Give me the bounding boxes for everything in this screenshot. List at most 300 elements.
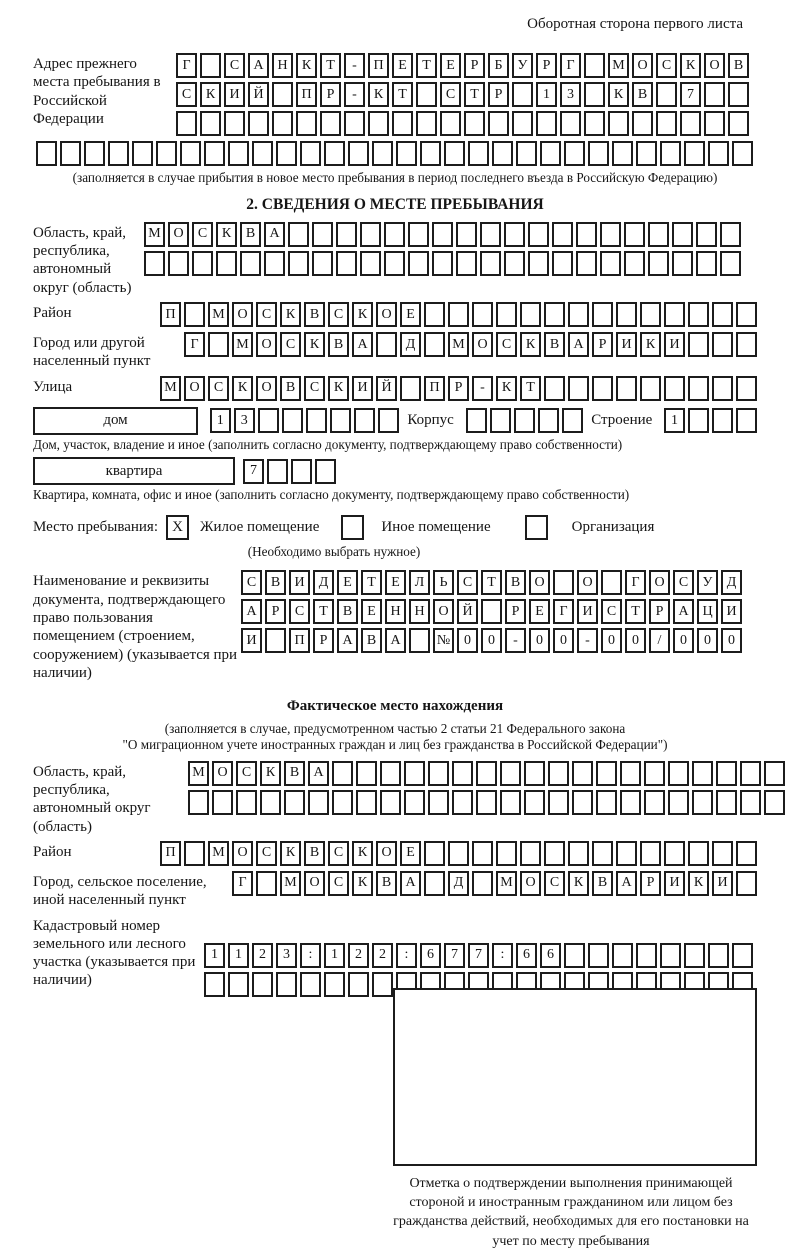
char-cell	[664, 376, 685, 401]
char-cell: К	[568, 871, 589, 896]
char-row	[157, 841, 757, 866]
char-cell	[764, 761, 785, 786]
char-cell	[428, 761, 449, 786]
char-cell: К	[368, 82, 389, 107]
char-cell	[548, 790, 569, 815]
char-cell	[315, 459, 336, 484]
char-cell	[184, 302, 205, 327]
char-cell	[36, 141, 57, 166]
char-cell	[560, 111, 581, 136]
char-cell	[680, 111, 701, 136]
char-cell: О	[256, 332, 277, 357]
char-cell	[396, 141, 417, 166]
char-cell	[216, 251, 237, 276]
char-cell	[504, 251, 525, 276]
char-cell	[384, 222, 405, 247]
char-cell: К	[520, 332, 541, 357]
option-inoe-label: Иное помещение	[381, 519, 491, 536]
char-cell	[620, 761, 641, 786]
char-cell: И	[664, 871, 685, 896]
char-cell	[528, 251, 549, 276]
char-cell	[240, 251, 261, 276]
checkbox-inoe	[341, 515, 364, 540]
char-cell	[624, 222, 645, 247]
char-cell: Р	[592, 332, 613, 357]
char-cell	[538, 408, 559, 433]
char-cell	[592, 376, 613, 401]
char-cell: 7	[444, 943, 465, 968]
char-cell: И	[577, 599, 598, 624]
char-cell	[200, 53, 221, 78]
char-cell	[528, 222, 549, 247]
char-cell: Д	[313, 570, 334, 595]
char-cell	[736, 841, 757, 866]
char-cell: В	[240, 222, 261, 247]
char-cell	[584, 111, 605, 136]
char-cell: О	[632, 53, 653, 78]
char-cell	[404, 790, 425, 815]
char-cell: А	[352, 332, 373, 357]
char-cell	[180, 141, 201, 166]
char-cell: Н	[385, 599, 406, 624]
char-cell	[648, 251, 669, 276]
char-cell: 0	[673, 628, 694, 653]
char-cell	[330, 408, 351, 433]
char-row	[173, 82, 757, 107]
char-cell	[440, 111, 461, 136]
char-cell: О	[649, 570, 670, 595]
char-cell	[588, 141, 609, 166]
char-cell: 7	[680, 82, 701, 107]
char-cell	[448, 302, 469, 327]
kvartira-row	[33, 457, 757, 485]
char-cell	[284, 790, 305, 815]
char-cell: П	[424, 376, 445, 401]
char-cell	[332, 790, 353, 815]
char-cell	[688, 332, 709, 357]
fact-note-line1: (заполняется в случае, предусмотренном частью 2 статьи 21 Федерального закона	[164, 721, 626, 737]
fact-raion-label: Район	[33, 843, 72, 860]
char-cell	[672, 251, 693, 276]
char-cell	[648, 222, 669, 247]
char-cell	[524, 790, 545, 815]
char-cell: П	[289, 628, 310, 653]
char-cell: С	[496, 332, 517, 357]
char-cell: П	[368, 53, 389, 78]
char-cell	[448, 841, 469, 866]
char-cell	[708, 141, 729, 166]
char-cell	[720, 251, 741, 276]
char-cell	[516, 141, 537, 166]
char-cell: С	[304, 376, 325, 401]
char-cell	[472, 841, 493, 866]
char-cell	[348, 972, 369, 997]
char-cell: И	[241, 628, 262, 653]
char-cell	[562, 408, 583, 433]
char-cell	[416, 111, 437, 136]
char-row	[185, 761, 785, 786]
char-cell	[544, 302, 565, 327]
char-cell: Р	[265, 599, 286, 624]
char-cell	[564, 141, 585, 166]
char-cell	[132, 141, 153, 166]
char-row	[229, 871, 757, 896]
char-cell	[252, 141, 273, 166]
char-cell: К	[232, 376, 253, 401]
char-cell	[428, 790, 449, 815]
char-cell: Г	[625, 570, 646, 595]
prev-address-note: (заполняется в случае прибытия в новое место пребывания в период последнего въезда в Российскую Федерацию)	[72, 170, 718, 185]
char-cell	[376, 332, 397, 357]
char-cell	[568, 376, 589, 401]
char-cell	[288, 222, 309, 247]
char-cell	[212, 790, 233, 815]
char-cell: :	[492, 943, 513, 968]
char-cell: А	[568, 332, 589, 357]
char-row	[238, 599, 757, 624]
char-cell: В	[376, 871, 397, 896]
char-cell	[490, 408, 511, 433]
mesto-label: Место пребывания:	[33, 519, 158, 536]
char-cell: О	[704, 53, 725, 78]
mesto-note: (Необходимо выбрать нужное)	[247, 544, 421, 560]
char-cell: 7	[243, 459, 264, 484]
stroenie-label: Строение	[591, 412, 653, 429]
char-cell: О	[577, 570, 598, 595]
char-cell	[324, 972, 345, 997]
option-organizatsiya-label: Организация	[571, 519, 655, 536]
char-cell	[601, 570, 622, 595]
char-cell: К	[216, 222, 237, 247]
char-cell	[512, 111, 533, 136]
char-cell: О	[304, 871, 325, 896]
char-cell	[416, 82, 437, 107]
char-cell	[616, 302, 637, 327]
char-cell	[192, 251, 213, 276]
prev-address-block	[33, 53, 757, 136]
char-cell	[688, 408, 709, 433]
char-cell	[660, 141, 681, 166]
char-cell: Т	[361, 570, 382, 595]
char-cell	[291, 459, 312, 484]
char-cell	[208, 332, 229, 357]
char-cell: Т	[320, 53, 341, 78]
char-cell	[408, 222, 429, 247]
char-cell	[108, 141, 129, 166]
char-cell	[712, 302, 733, 327]
char-cell: 0	[625, 628, 646, 653]
char-cell	[296, 111, 317, 136]
char-cell	[348, 141, 369, 166]
char-cell	[672, 222, 693, 247]
char-cell: Е	[392, 53, 413, 78]
oblast-block	[33, 222, 757, 297]
char-cell: 0	[529, 628, 550, 653]
char-cell	[520, 841, 541, 866]
char-cell	[552, 251, 573, 276]
char-cell	[312, 251, 333, 276]
char-cell: Е	[400, 841, 421, 866]
char-cell: С	[328, 871, 349, 896]
char-cell	[636, 943, 657, 968]
char-cell: К	[304, 332, 325, 357]
char-cell: С	[673, 570, 694, 595]
char-cell	[320, 111, 341, 136]
char-cell: А	[616, 871, 637, 896]
char-cell	[468, 141, 489, 166]
char-cell	[288, 251, 309, 276]
char-cell: Й	[248, 82, 269, 107]
fact-title: Фактическое место нахождения	[286, 698, 504, 715]
char-cell	[476, 790, 497, 815]
char-cell: 1	[204, 943, 225, 968]
char-cell: С	[208, 376, 229, 401]
char-row	[157, 376, 757, 401]
char-row	[181, 332, 757, 357]
char-cell: 1	[228, 943, 249, 968]
char-row	[238, 628, 757, 653]
char-cell	[712, 408, 733, 433]
char-cell	[384, 251, 405, 276]
char-cell: Т	[416, 53, 437, 78]
char-cell: И	[664, 332, 685, 357]
gorod-block	[33, 332, 757, 371]
char-cell	[640, 841, 661, 866]
char-cell	[544, 376, 565, 401]
char-cell: К	[352, 302, 373, 327]
char-row	[185, 790, 785, 815]
char-cell	[496, 841, 517, 866]
char-cell: К	[688, 871, 709, 896]
char-cell	[600, 222, 621, 247]
char-cell	[720, 222, 741, 247]
char-cell: К	[608, 82, 629, 107]
char-cell	[640, 302, 661, 327]
char-cell: :	[300, 943, 321, 968]
char-cell: Д	[448, 871, 469, 896]
char-cell: -	[472, 376, 493, 401]
char-cell: 0	[601, 628, 622, 653]
char-cell: Й	[457, 599, 478, 624]
char-cell: А	[248, 53, 269, 78]
char-cell: С	[544, 871, 565, 896]
char-cell	[476, 761, 497, 786]
char-row	[173, 53, 757, 78]
char-cell: И	[712, 871, 733, 896]
raion-block	[33, 302, 757, 327]
char-cell	[728, 82, 749, 107]
char-cell: О	[520, 871, 541, 896]
char-cell	[592, 302, 613, 327]
char-cell: 1	[664, 408, 685, 433]
char-cell: О	[212, 761, 233, 786]
char-cell	[432, 251, 453, 276]
char-cell	[360, 222, 381, 247]
char-cell	[282, 408, 303, 433]
char-cell	[481, 599, 502, 624]
char-cell	[688, 302, 709, 327]
char-cell	[404, 761, 425, 786]
char-cell: У	[697, 570, 718, 595]
char-cell	[524, 761, 545, 786]
char-cell: Р	[649, 599, 670, 624]
char-cell: Р	[505, 599, 526, 624]
char-row	[157, 302, 757, 327]
char-cell: С	[236, 761, 257, 786]
char-cell: К	[680, 53, 701, 78]
char-cell: Ь	[433, 570, 454, 595]
char-cell	[708, 943, 729, 968]
char-cell: С	[192, 222, 213, 247]
char-cell	[267, 459, 288, 484]
char-cell: К	[200, 82, 221, 107]
page-side-note: Оборотная сторона первого листа	[527, 16, 743, 32]
char-cell: 1	[536, 82, 557, 107]
char-cell	[424, 841, 445, 866]
char-cell	[736, 302, 757, 327]
char-cell: В	[632, 82, 653, 107]
char-cell	[696, 251, 717, 276]
char-cell	[596, 761, 617, 786]
char-cell	[612, 943, 633, 968]
char-cell	[236, 790, 257, 815]
char-cell	[740, 761, 761, 786]
char-cell: А	[264, 222, 285, 247]
char-cell	[144, 251, 165, 276]
char-cell: №	[433, 628, 454, 653]
char-cell: С	[224, 53, 245, 78]
char-cell	[200, 111, 221, 136]
char-row	[141, 222, 757, 247]
char-cell	[336, 251, 357, 276]
stroenie-cells	[661, 408, 757, 433]
char-cell: С	[601, 599, 622, 624]
char-cell: Г	[184, 332, 205, 357]
char-cell: А	[673, 599, 694, 624]
char-cell	[660, 943, 681, 968]
char-cell	[188, 790, 209, 815]
char-cell: Д	[721, 570, 742, 595]
char-cell	[640, 376, 661, 401]
char-cell	[584, 53, 605, 78]
char-cell: Е	[440, 53, 461, 78]
char-row	[141, 251, 757, 276]
char-cell	[712, 332, 733, 357]
char-cell: Т	[464, 82, 485, 107]
char-cell: А	[337, 628, 358, 653]
char-cell	[668, 761, 689, 786]
fact-oblast-block	[33, 761, 757, 836]
char-cell: В	[505, 570, 526, 595]
char-cell: Т	[481, 570, 502, 595]
char-cell: 1	[210, 408, 231, 433]
char-cell: П	[160, 841, 181, 866]
char-cell: Р	[448, 376, 469, 401]
kadastr-rows	[201, 915, 757, 997]
char-cell: К	[352, 841, 373, 866]
char-cell	[252, 972, 273, 997]
kvartira-box: квартира	[33, 457, 235, 485]
char-cell: К	[640, 332, 661, 357]
kvartira-cells	[240, 459, 336, 484]
char-cell: В	[361, 628, 382, 653]
char-cell	[176, 111, 197, 136]
char-cell	[568, 841, 589, 866]
char-cell	[548, 761, 569, 786]
char-cell	[644, 790, 665, 815]
char-cell: М	[160, 376, 181, 401]
char-cell	[354, 408, 375, 433]
char-cell	[60, 141, 81, 166]
char-cell	[488, 111, 509, 136]
char-cell: К	[296, 53, 317, 78]
char-cell: К	[280, 841, 301, 866]
korpus-label: Корпус	[407, 412, 454, 429]
char-cell	[764, 790, 785, 815]
char-cell	[464, 111, 485, 136]
char-cell	[656, 111, 677, 136]
char-cell: В	[284, 761, 305, 786]
char-cell	[728, 111, 749, 136]
char-cell: Т	[313, 599, 334, 624]
char-cell: С	[289, 599, 310, 624]
char-cell	[204, 972, 225, 997]
char-cell	[668, 790, 689, 815]
char-cell: 6	[516, 943, 537, 968]
char-cell	[736, 871, 757, 896]
char-cell: Е	[337, 570, 358, 595]
char-cell	[260, 790, 281, 815]
char-cell: О	[376, 302, 397, 327]
char-cell	[584, 82, 605, 107]
char-cell: :	[396, 943, 417, 968]
char-row	[201, 943, 757, 968]
char-cell: Е	[400, 302, 421, 327]
char-cell	[372, 141, 393, 166]
char-cell	[372, 972, 393, 997]
char-cell	[596, 790, 617, 815]
char-cell	[480, 251, 501, 276]
char-cell: П	[160, 302, 181, 327]
char-cell	[472, 871, 493, 896]
char-cell	[306, 408, 327, 433]
dom-row	[33, 407, 757, 435]
prev-address-label: Адрес прежнего места пребывания в Российской Федерации	[33, 56, 161, 127]
fact-raion-block	[33, 841, 757, 866]
char-cell	[704, 82, 725, 107]
char-cell	[272, 82, 293, 107]
char-cell: 1	[324, 943, 345, 968]
char-cell: Г	[553, 599, 574, 624]
char-cell	[688, 376, 709, 401]
prev-address-rows	[173, 53, 757, 136]
char-cell: К	[328, 376, 349, 401]
char-cell	[466, 408, 487, 433]
char-cell	[712, 841, 733, 866]
char-cell	[456, 251, 477, 276]
char-cell: Т	[625, 599, 646, 624]
char-cell: М	[608, 53, 629, 78]
char-cell	[332, 761, 353, 786]
char-cell: М	[144, 222, 165, 247]
ulitsa-label: Улица	[33, 378, 73, 395]
fact-note-line2: "О миграционном учете иностранных граждан и лиц без гражданства в Российской Федерации")	[122, 736, 668, 752]
char-cell	[276, 141, 297, 166]
char-cell	[500, 761, 521, 786]
char-cell	[732, 943, 753, 968]
char-cell: Е	[529, 599, 550, 624]
char-cell	[480, 222, 501, 247]
